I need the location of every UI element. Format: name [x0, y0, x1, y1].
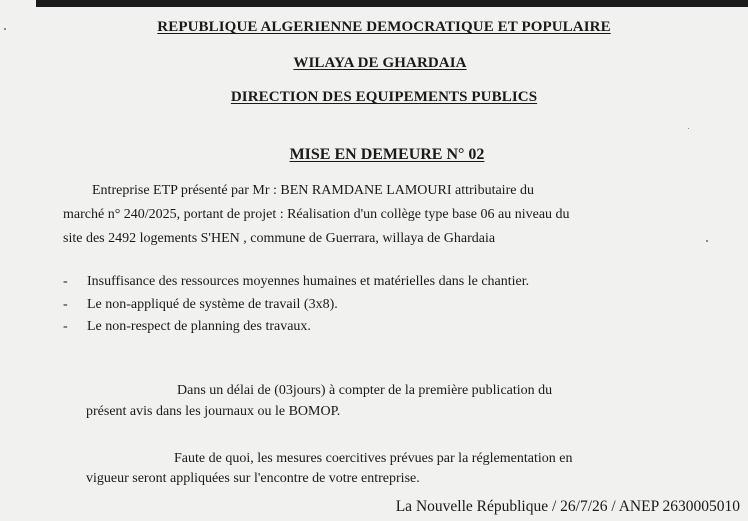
- header-direction: DIRECTION DES EQUIPEMENTS PUBLICS: [230, 89, 538, 105]
- publication-footer: La Nouvelle République / 26/7/26 / ANEP 2630005010: [395, 498, 740, 515]
- delay-line-1: Dans un délai de (03jours) à compter de la première publication du: [177, 383, 553, 398]
- bullet-text: Le non-respect de planning des travaux.: [87, 319, 311, 334]
- intro-line-3: site des 2492 logements S'HEN , commune de Guerrara, willaya de Ghardaia: [63, 231, 496, 246]
- header-wilaya: WILAYA DE GHARDAIA: [293, 55, 467, 71]
- bullet-dash: -: [63, 319, 68, 334]
- delay-line-2: présent avis dans les journaux ou le BOMOP.: [86, 404, 341, 419]
- bullet-item: [63, 319, 311, 335]
- bullet-item: [63, 274, 529, 290]
- scan-speck: [688, 128, 689, 129]
- bullet-text: Le non-appliqué de système de travail (3x8).: [87, 297, 338, 312]
- bullet-dash: -: [63, 297, 68, 312]
- intro-line-2: marché n° 240/2025, portant de projet : Réalisation d'un collège type base 06 au niveau du: [63, 207, 570, 222]
- fault-line-1: Faute de quoi, les mesures coercitives prévues par la réglementation en: [174, 451, 573, 466]
- notice-title: MISE EN DEMEURE N° 02: [289, 146, 485, 163]
- header-republic: REPUBLIQUE ALGERIENNE DEMOCRATIQUE ET POPULAIRE: [157, 19, 611, 35]
- bullet-text: Insuffisance des ressources moyennes humaines et matérielles dans le chantier.: [87, 274, 530, 289]
- bullet-dash: -: [63, 274, 68, 289]
- scan-speck: [706, 240, 708, 242]
- scan-speck: [4, 28, 6, 30]
- top-border-rule: [36, 0, 748, 7]
- fault-line-2: vigueur seront appliquées sur l'encontre de votre entreprise.: [86, 471, 420, 486]
- bullet-item: [63, 297, 338, 313]
- intro-line-1: Entreprise ETP présenté par Mr : BEN RAMDANE LAMOURI attributaire du: [92, 183, 534, 198]
